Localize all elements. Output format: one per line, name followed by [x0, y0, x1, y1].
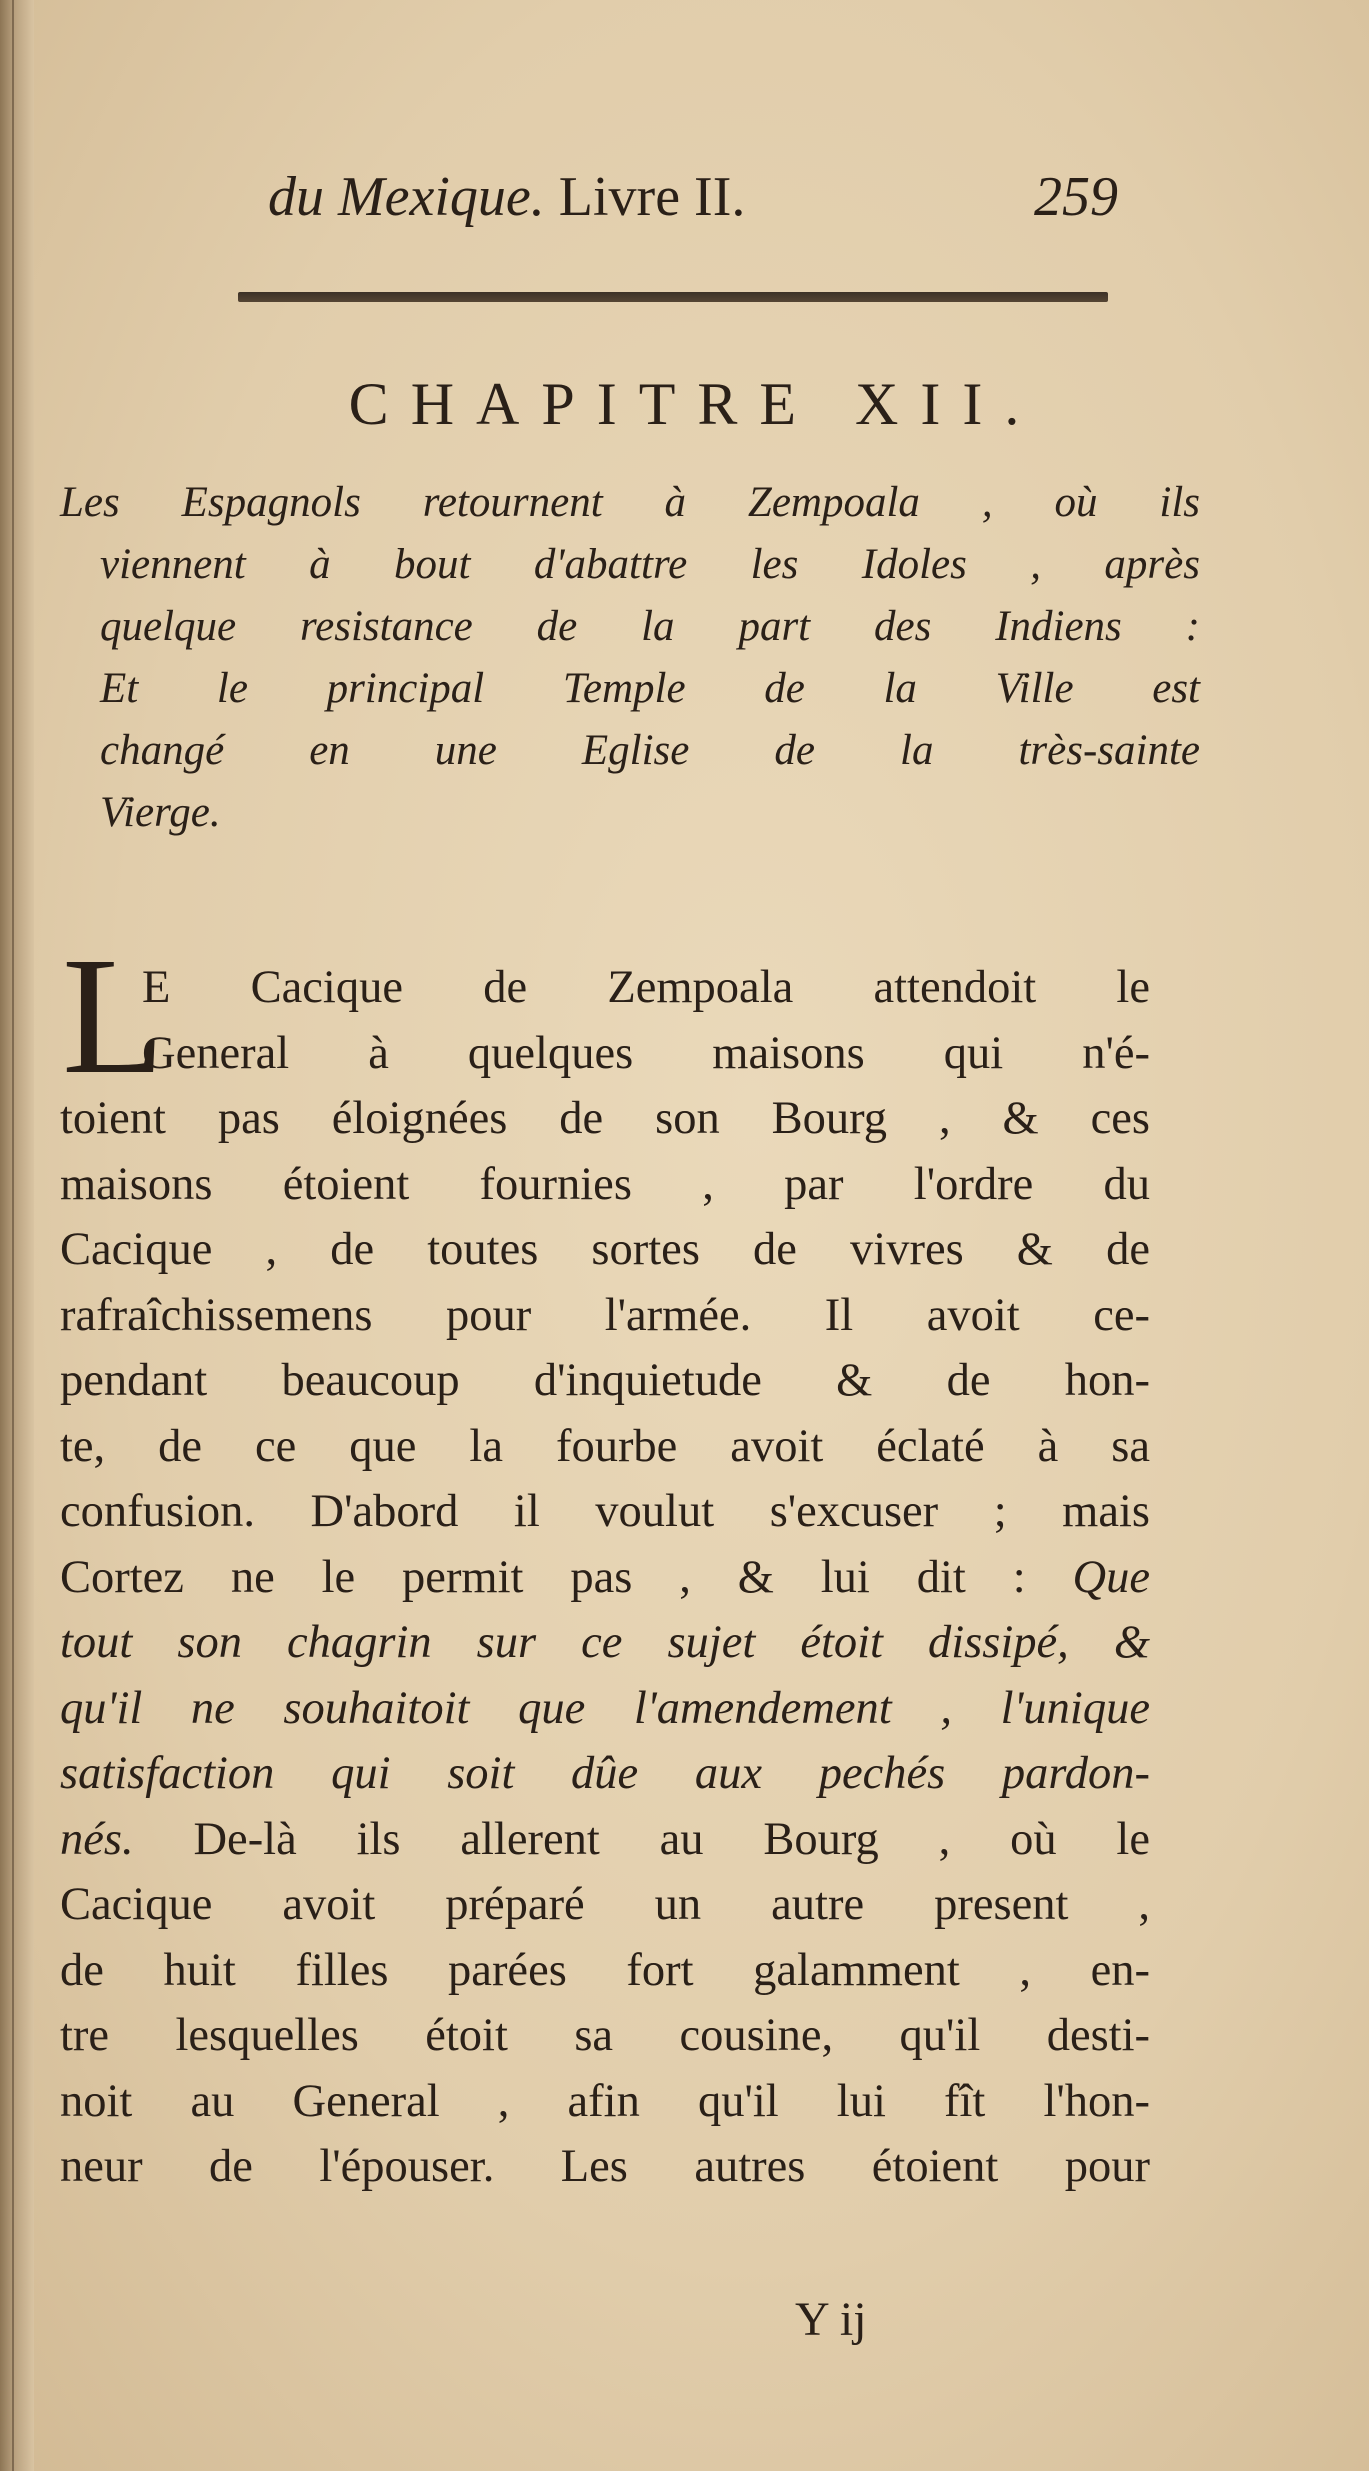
running-header: [268, 162, 1118, 232]
body-line: [60, 1741, 1150, 1807]
body-line-tail: Que: [1025, 1551, 1150, 1603]
body-line-tail: De-là ils allerent au Bourg , où le: [133, 1813, 1150, 1865]
summary-line: Vierge.: [100, 789, 221, 836]
body-line-text: tout son chagrin sur ce sujet étoit dissipé, &: [60, 1617, 1150, 1668]
body-line: [60, 2069, 1150, 2135]
summary-line: Les Espagnols retournent à Zempoala , où ils: [60, 479, 1200, 526]
chapter-summary: [60, 472, 1200, 844]
body-line: [60, 1479, 1150, 1545]
body-line: [60, 1021, 1150, 1087]
body-line-text: maisons étoient fournies , par l'ordre du: [60, 1158, 1150, 1210]
spine-shadow: [12, 0, 14, 2471]
summary-line: Et le principal Temple de la Ville est: [100, 665, 1200, 712]
body-line-text: noit au General , afin qu'il lui fît l'hon-: [60, 2075, 1150, 2127]
body-line: [60, 1217, 1150, 1283]
body-paragraph: [60, 955, 1150, 2200]
body-line: [60, 1283, 1150, 1349]
body-line-text: Cacique avoit préparé un autre present ,: [60, 1879, 1150, 1930]
body-line-text: toient pas éloignées de son Bourg , & ces: [60, 1093, 1150, 1144]
body-line-text: pendant beaucoup d'inquietude & de hon-: [60, 1355, 1150, 1406]
body-line-text: Cortez ne le permit pas , & lui dit :: [60, 1551, 1026, 1603]
summary-line: changé en une Eglise de la très-sainte: [100, 727, 1200, 774]
body-line-text: neur de l'épouser. Les autres étoient pour: [60, 2141, 1150, 2192]
body-line: [60, 1676, 1150, 1742]
summary-line: viennent à bout d'abattre les Idoles , après: [100, 541, 1200, 588]
body-line-text: qu'il ne souhaitoit que l'amendement , l'unique: [60, 1682, 1150, 1734]
body-line: [60, 1610, 1150, 1676]
body-line-text: satisfaction qui soit dûe aux pechés pardon-: [60, 1748, 1150, 1799]
body-line: [60, 1872, 1150, 1938]
body-line: [60, 1807, 1150, 1873]
body-line: [60, 1545, 1150, 1611]
body-line: [60, 955, 1150, 1021]
body-line: [60, 2003, 1150, 2069]
body-line-text: E Cacique de Zempoala attendoit le: [142, 962, 1150, 1013]
summary-line: quelque resistance de la part des Indiens :: [100, 603, 1200, 650]
page-number: 259: [1034, 166, 1118, 228]
page-gutter: [0, 0, 34, 2471]
chapter-title: CHAPITRE XII.: [348, 371, 1042, 437]
signature-mark: Y ij: [795, 2293, 867, 2346]
body-line-text: tre lesquelles étoit sa cousine, qu'il desti-: [60, 2010, 1150, 2061]
body-line: [60, 1414, 1150, 1480]
body-line: [60, 1348, 1150, 1414]
body-line-text: General à quelques maisons qui n'é-: [142, 1027, 1150, 1079]
running-title: du Mexique. Livre II.: [268, 166, 746, 228]
body-line: [60, 1152, 1150, 1218]
body-line-text: te, de ce que la fourbe avoit éclaté à sa: [60, 1420, 1150, 1472]
body-line-text: de huit filles parées fort galamment , en-: [60, 1944, 1150, 1996]
header-rule: [238, 292, 1108, 302]
body-line-text: Cacique , de toutes sortes de vivres & de: [60, 1224, 1150, 1275]
body-line-text: nés.: [60, 1813, 134, 1865]
body-line-text: confusion. D'abord il voulut s'excuser ; mais: [60, 1486, 1150, 1537]
drop-cap: L: [62, 923, 165, 1109]
body-line-text: rafraîchissemens pour l'armée. Il avoit ce-: [60, 1289, 1150, 1341]
body-line: [60, 1938, 1150, 2004]
body-line: [60, 1086, 1150, 1152]
body-line: [60, 2134, 1150, 2200]
